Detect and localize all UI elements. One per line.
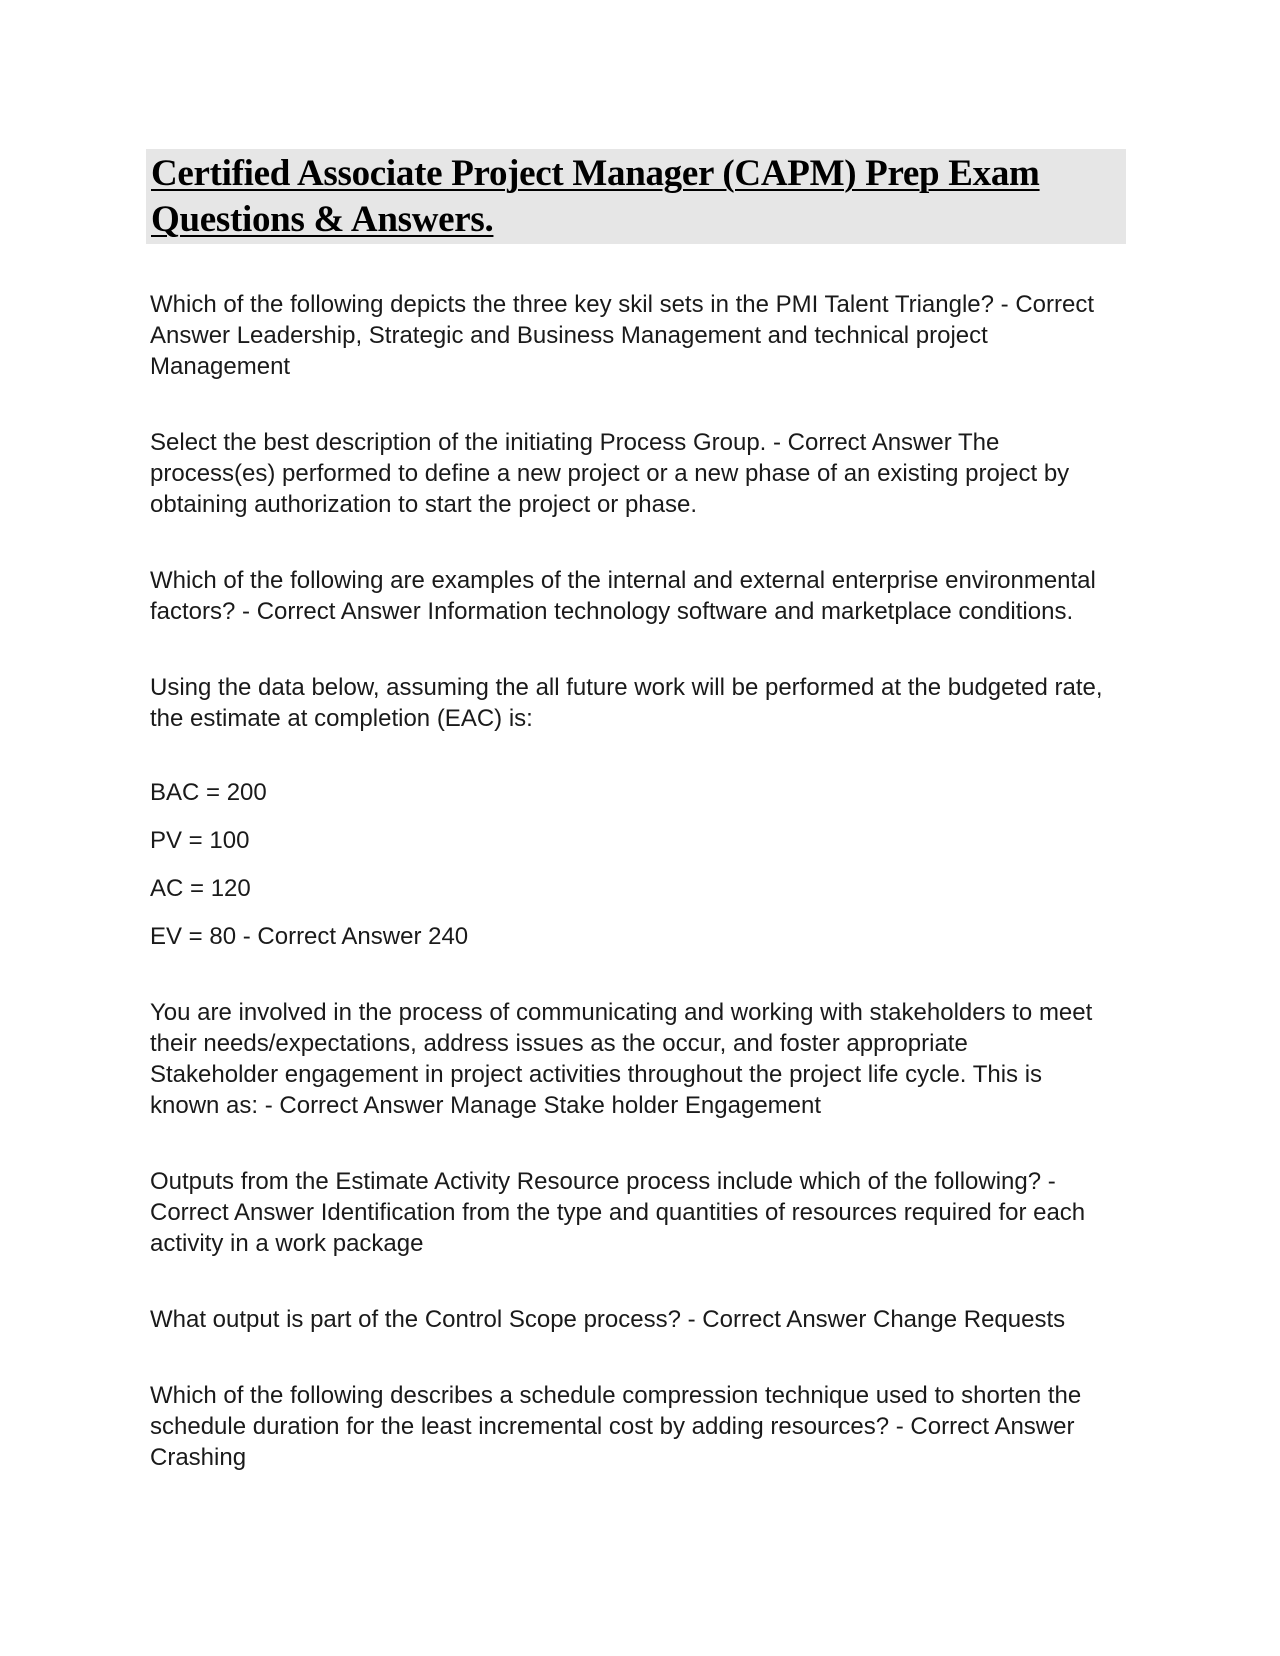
qa-line: known as: - Correct Answer Manage Stake holder Engagement xyxy=(150,1092,822,1119)
qa-line: Select the best description of the initiating Process Group. - Correct Answer The xyxy=(150,429,1000,456)
qa-line: Which of the following depicts the three key skil sets in the PMI Talent Triangle? - Correct xyxy=(150,291,1094,318)
qa-line: activity in a work package xyxy=(150,1230,424,1257)
qa-item-control-scope xyxy=(150,1304,1130,1335)
qa-line: Correct Answer Identification from the type and quantities of resources required for each xyxy=(150,1199,1086,1226)
qa-line: the estimate at completion (EAC) is: xyxy=(150,705,533,732)
qa-line: Using the data below, assuming the all future work will be performed at the budgeted rate, xyxy=(150,674,1103,701)
qa-line: Outputs from the Estimate Activity Resource process include which of the following? - xyxy=(150,1168,1056,1195)
eac-data-list xyxy=(150,777,1130,952)
qa-line: Answer Leadership, Strategic and Business Management and technical project xyxy=(150,322,988,349)
document-body xyxy=(150,289,1130,1473)
document-title-line-1: Certified Associate Project Manager (CAPM) Prep Exam xyxy=(151,153,1040,194)
document-title-line-2: Questions & Answers. xyxy=(151,199,494,240)
qa-line: factors? - Correct Answer Information technology software and marketplace conditions. xyxy=(150,598,1074,625)
eac-data-ev-answer: EV = 80 - Correct Answer 240 xyxy=(150,923,469,950)
qa-line: obtaining authorization to start the project or phase. xyxy=(150,491,698,518)
document-title-block xyxy=(146,149,1126,244)
qa-line: process(es) performed to define a new project or a new phase of an existing project by xyxy=(150,460,1070,487)
qa-item-enterprise-factors xyxy=(150,565,1130,627)
eac-data-ac: AC = 120 xyxy=(150,875,251,902)
qa-item-initiating-process xyxy=(150,427,1130,520)
eac-data-bac: BAC = 200 xyxy=(150,779,267,806)
qa-item-schedule-compression xyxy=(150,1380,1130,1473)
qa-line: You are involved in the process of communicating and working with stakeholders to meet xyxy=(150,999,1093,1026)
qa-line: Management xyxy=(150,353,291,380)
qa-line: Which of the following describes a schedule compression technique used to shorten the xyxy=(150,1382,1082,1409)
qa-line: Which of the following are examples of the internal and external enterprise environmental xyxy=(150,567,1096,594)
qa-line: What output is part of the Control Scope process? - Correct Answer Change Requests xyxy=(150,1306,1066,1333)
qa-line: schedule duration for the least incremental cost by adding resources? - Correct Answer xyxy=(150,1413,1075,1440)
qa-line: their needs/expectations, address issues as the occur, and foster appropriate xyxy=(150,1030,968,1057)
qa-item-stakeholder-engagement xyxy=(150,997,1130,1121)
eac-data-pv: PV = 100 xyxy=(150,827,250,854)
qa-item-estimate-activity-resource xyxy=(150,1166,1130,1259)
qa-line: Stakeholder engagement in project activities throughout the project life cycle. This is xyxy=(150,1061,1043,1088)
qa-item-eac-question xyxy=(150,672,1130,734)
qa-item-talent-triangle xyxy=(150,289,1130,382)
qa-line: Crashing xyxy=(150,1444,247,1471)
